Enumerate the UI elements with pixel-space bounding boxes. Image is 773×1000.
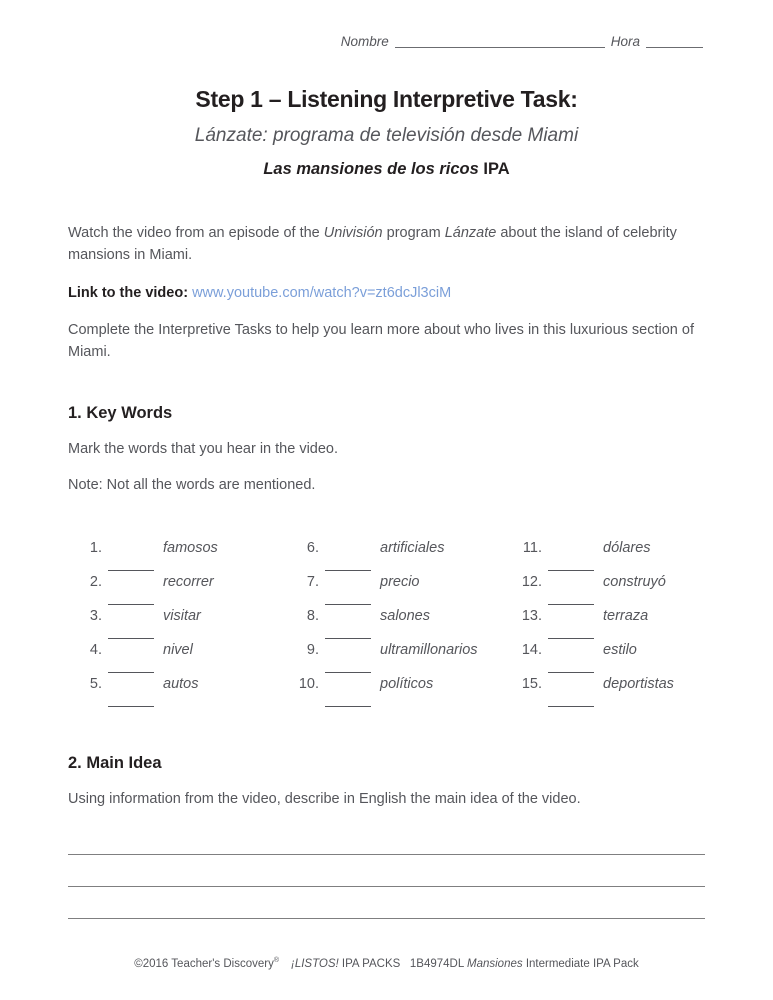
key-word-item <box>514 540 705 574</box>
key-word-item <box>514 676 705 710</box>
page-title: Step 1 – Listening Interpretive Task: <box>195 86 578 112</box>
key-word-item <box>291 608 514 642</box>
footer-text: Intermediate IPA Pack <box>522 958 639 970</box>
item-number: 7. <box>306 574 319 591</box>
key-word: ultramillonarios <box>380 642 478 659</box>
section2-instruction: Using information from the video, describe in English the main idea of the video. <box>68 791 581 808</box>
key-words-column <box>291 540 514 710</box>
key-word: deportistas <box>603 676 674 693</box>
key-word-item <box>74 574 291 608</box>
key-word: visitar <box>163 608 201 625</box>
key-word-item <box>291 574 514 608</box>
key-word-item <box>291 676 514 710</box>
section2-heading: 2. Main Idea <box>68 754 162 773</box>
intro-paragraph <box>68 223 705 267</box>
item-number: 10. <box>298 676 319 693</box>
item-number: 11. <box>522 540 542 557</box>
item-number: 9. <box>306 642 319 659</box>
mansiones-name: Mansiones <box>467 958 523 970</box>
key-word: salones <box>380 608 430 625</box>
answer-blank[interactable] <box>108 557 154 571</box>
key-word: dólares <box>603 540 651 557</box>
link-label: Link to the video: <box>68 284 193 301</box>
key-word: recorrer <box>163 574 214 591</box>
answer-blank[interactable] <box>325 625 371 639</box>
item-number: 12. <box>521 574 542 591</box>
subtitle-ipa <box>68 160 705 179</box>
subtitle: Lánzate: programa de televisión desde Miami <box>194 125 579 146</box>
youtube-link[interactable]: www.youtube.com/watch?v=zt6dcJl3ciM <box>192 284 452 301</box>
answer-blank[interactable] <box>548 591 594 605</box>
key-word-item <box>291 642 514 676</box>
key-word: precio <box>380 574 420 591</box>
key-word: terraza <box>603 608 649 625</box>
key-word: construyó <box>603 574 666 591</box>
key-word: famosos <box>163 540 218 557</box>
complete-tasks-paragraph: Complete the Interpretive Tasks to help you learn more about who lives in this luxurious section of Miami. <box>68 322 694 360</box>
answer-blank[interactable] <box>548 625 594 639</box>
key-words-column <box>68 540 291 710</box>
writing-line[interactable] <box>68 887 705 919</box>
item-number: 13. <box>521 608 542 625</box>
answer-blank[interactable] <box>325 591 371 605</box>
nombre-label: Nombre <box>340 33 389 49</box>
key-word: nivel <box>163 642 193 659</box>
answer-blank[interactable] <box>108 693 154 707</box>
item-number: 8. <box>306 608 319 625</box>
intro-text: program <box>382 225 445 241</box>
hora-label: Hora <box>610 33 640 49</box>
name-hour-header <box>68 30 705 48</box>
item-number: 5. <box>89 676 102 693</box>
key-word-item <box>291 540 514 574</box>
subtitle-ipa-plain: IPA <box>478 160 510 178</box>
answer-blank[interactable] <box>108 625 154 639</box>
footer-credit <box>0 957 773 970</box>
listos-brand: ¡LISTOS! <box>291 958 339 970</box>
key-word: artificiales <box>380 540 445 557</box>
item-number: 14. <box>521 642 542 659</box>
key-word-item <box>74 676 291 710</box>
subtitle-ipa-italic: Las mansiones de los ricos <box>263 160 479 178</box>
answer-blank[interactable] <box>548 659 594 673</box>
section1-instruction: Mark the words that you hear in the video. <box>68 440 339 457</box>
answer-blank[interactable] <box>108 659 154 673</box>
answer-blank[interactable] <box>325 557 371 571</box>
key-word-item <box>514 642 705 676</box>
item-number: 3. <box>89 608 102 625</box>
lanzate-name: Lánzate <box>444 225 497 241</box>
key-word-item <box>514 574 705 608</box>
item-number: 15. <box>521 676 542 693</box>
key-word: estilo <box>603 642 637 659</box>
key-word: autos <box>163 676 199 693</box>
key-word: políticos <box>380 676 434 693</box>
writing-line[interactable] <box>68 823 705 855</box>
item-number: 6. <box>306 540 319 557</box>
answer-blank[interactable] <box>325 693 371 707</box>
writing-lines <box>68 823 705 919</box>
key-word-item <box>74 642 291 676</box>
footer-text: IPA PACKS 1B4974DL <box>338 958 467 970</box>
registered-mark: ® <box>273 957 279 965</box>
key-words-grid <box>68 540 705 710</box>
answer-blank[interactable] <box>548 693 594 707</box>
answer-blank[interactable] <box>548 557 594 571</box>
item-number: 1. <box>89 540 102 557</box>
section1-note: Note: Not all the words are mentioned. <box>68 476 316 493</box>
section1-heading: 1. Key Words <box>68 403 173 422</box>
hora-blank[interactable] <box>646 33 703 48</box>
writing-line[interactable] <box>68 855 705 887</box>
key-word-item <box>74 540 291 574</box>
item-number: 4. <box>89 642 102 659</box>
univision-name: Univisión <box>323 225 383 241</box>
video-link-line <box>68 283 705 305</box>
answer-blank[interactable] <box>108 591 154 605</box>
key-word-item <box>74 608 291 642</box>
key-word-item <box>514 608 705 642</box>
intro-text: Watch the video from an episode of the <box>68 225 324 241</box>
copyright-text: ©2016 Teacher's Discovery <box>134 958 274 970</box>
answer-blank[interactable] <box>325 659 371 673</box>
item-number: 2. <box>89 574 102 591</box>
key-words-column <box>514 540 705 710</box>
nombre-blank[interactable] <box>395 33 605 48</box>
intro-text: about the island of celebrity mansions in Miami. <box>68 225 677 263</box>
